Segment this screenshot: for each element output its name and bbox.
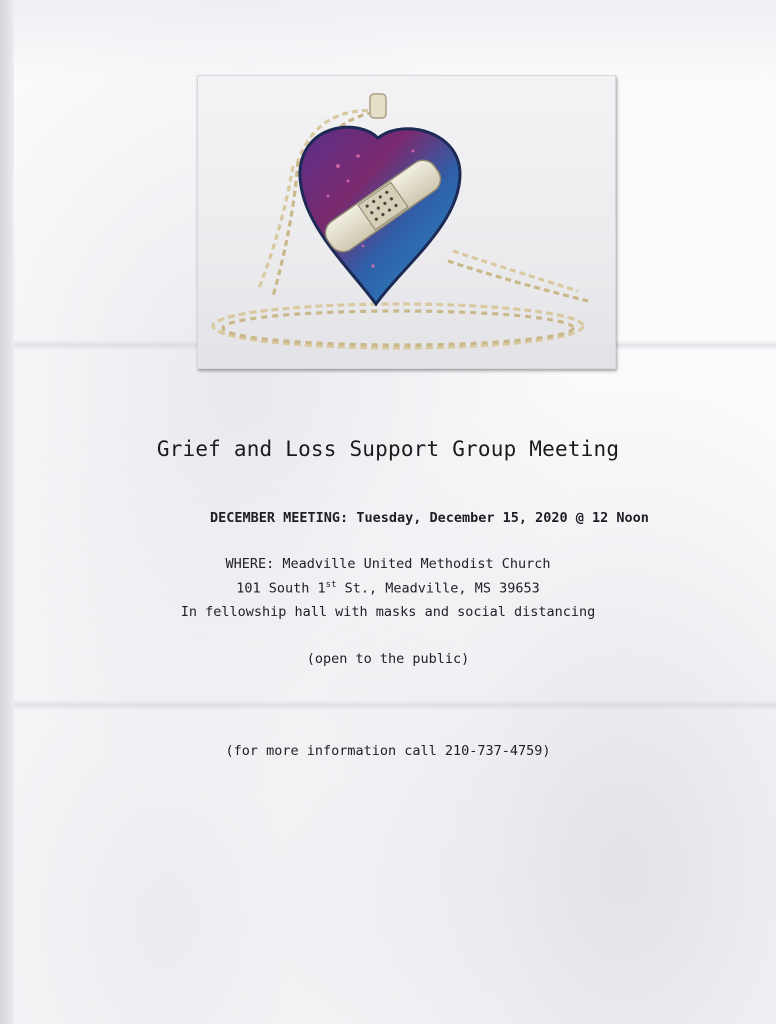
meeting-date-line: [210, 510, 649, 526]
meeting-label: DECEMBER MEETING:: [210, 510, 349, 526]
public-note: (open to the public): [306, 651, 470, 667]
heart-pendant-icon: [198, 76, 615, 368]
contact-info: (for more information call 210-737-4759): [225, 743, 551, 759]
meeting-date: Tuesday, December 15, 2020 @ 12 Noon: [356, 510, 649, 526]
address-line: [0, 580, 776, 597]
heart-pendant-photo: [197, 75, 616, 369]
address-ordinal: st: [325, 580, 337, 590]
location-line: WHERE: Meadville United Methodist Church: [225, 556, 551, 572]
address-prefix: 101 South 1: [236, 580, 326, 597]
paper-fold: [14, 700, 776, 710]
address-suffix: St., Meadville, MS 39653: [336, 580, 540, 597]
flyer-title: Grief and Loss Support Group Meeting: [156, 437, 620, 461]
fellowship-line: In fellowship hall with masks and social distancing: [180, 604, 596, 620]
